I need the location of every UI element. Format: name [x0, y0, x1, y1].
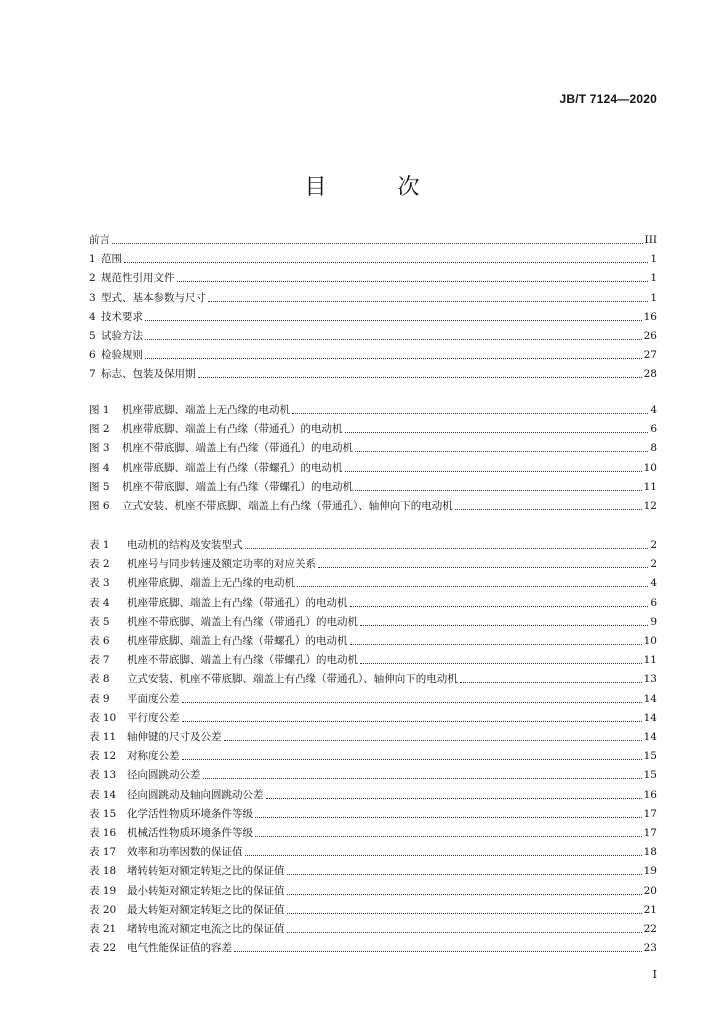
entry-title: 机座带底脚、端盖上有凸缘（带通孔）的电动机	[122, 423, 343, 436]
entry-title: 机座带底脚、端盖上无凸缘的电动机	[122, 404, 290, 416]
entry-title: 对称度公差	[127, 750, 180, 763]
entry-number: 图 4	[89, 461, 110, 474]
entry-number: 表 9	[89, 692, 110, 705]
toc-figure-entry[interactable]	[89, 460, 657, 476]
toc-table-entry[interactable]	[89, 652, 657, 668]
toc-table-entry[interactable]	[89, 748, 657, 764]
entry-number: 表 10	[89, 711, 117, 724]
toc-table-entry[interactable]	[89, 825, 657, 841]
entry-page: 4	[650, 404, 657, 416]
dot-leader	[287, 893, 642, 895]
dot-leader	[245, 854, 642, 856]
entry-number: 图 2	[89, 423, 110, 436]
dot-leader	[287, 873, 642, 875]
entry-page: 1	[650, 291, 657, 304]
entry-title: 机座带底脚、端盖上无凸缘的电动机	[127, 577, 295, 590]
entry-page: 26	[643, 330, 657, 342]
entry-title: 机座不带底脚、端盖上有凸缘（带通孔）的电动机	[127, 615, 358, 628]
dot-leader	[297, 585, 648, 587]
entry-title: 机座不带底脚、端盖上有凸缘（带螺孔）的电动机	[122, 480, 353, 493]
toc-table-entry[interactable]	[89, 883, 657, 899]
toc-figure-entry[interactable]	[89, 479, 657, 495]
entry-title: 标志、包装及保用期	[101, 368, 196, 381]
entry-number: 7	[89, 368, 96, 381]
dot-leader	[350, 605, 649, 607]
toc-chapter-entry[interactable]	[89, 290, 657, 306]
dot-leader	[208, 300, 648, 302]
entry-page: 27	[643, 349, 657, 362]
dot-leader	[124, 261, 648, 263]
toc-table-entry[interactable]	[89, 863, 657, 879]
dot-leader	[255, 816, 642, 818]
page-number: I	[652, 968, 657, 981]
entry-number: 图 5	[89, 480, 110, 493]
dot-leader	[318, 566, 648, 568]
entry-title: 前言	[89, 234, 110, 246]
entry-page: 20	[643, 884, 657, 897]
entry-number: 图 3	[89, 442, 110, 455]
entry-number: 图 6	[89, 500, 110, 512]
entry-title: 最小转矩对额定转矩之比的保证值	[127, 884, 285, 897]
entry-title: 检验规则	[101, 349, 143, 362]
entry-number: 表 7	[89, 654, 110, 667]
entry-page: 8	[650, 442, 657, 455]
toc-table-entry[interactable]	[89, 633, 657, 649]
entry-number: 表 21	[89, 923, 117, 935]
entry-page: 1	[650, 253, 657, 266]
entry-title: 效率和功率因数的保证值	[127, 846, 243, 859]
entry-number: 1	[89, 253, 96, 266]
dot-leader	[455, 508, 642, 510]
entry-page: 19	[643, 865, 657, 878]
dot-leader	[145, 338, 642, 340]
entry-number: 5	[89, 330, 96, 342]
toc-chapter-entry[interactable]	[89, 309, 657, 325]
toc-table-entry[interactable]	[89, 595, 657, 611]
entry-page: 1	[650, 272, 657, 285]
toc-chapter-entry[interactable]	[89, 328, 657, 344]
entry-title: 范围	[101, 253, 122, 266]
entry-number: 表 16	[89, 827, 117, 839]
entry-page: 18	[643, 846, 657, 859]
toc-chapter-entry[interactable]	[89, 251, 657, 267]
entry-title: 机座带底脚、端盖上有凸缘（带螺孔）的电动机	[127, 635, 348, 647]
entry-number: 表 20	[89, 903, 117, 916]
entry-number: 表 15	[89, 807, 117, 820]
toc-table-entry[interactable]	[89, 671, 657, 687]
entry-number: 3	[89, 291, 96, 304]
entry-title: 机座不带底脚、端盖上有凸缘（带螺孔）的电动机	[127, 654, 358, 667]
toc-table-entry[interactable]	[89, 729, 657, 745]
dot-leader	[224, 739, 642, 741]
toc-figure-entry[interactable]	[89, 498, 657, 514]
entry-number: 表 12	[89, 750, 117, 763]
entry-title: 机械活性物质环境条件等级	[127, 827, 253, 839]
toc-table-entry[interactable]	[89, 767, 657, 783]
entry-title: 电气性能保证值的容差	[127, 942, 232, 955]
dot-leader	[266, 797, 642, 799]
toc-table-entry[interactable]	[89, 844, 657, 860]
entry-page: 12	[643, 500, 657, 512]
toc-table-entry[interactable]	[89, 575, 657, 591]
entry-page: 14	[643, 692, 657, 705]
dot-leader	[182, 758, 642, 760]
entry-title: 立式安装、机座不带底脚、端盖上有凸缘（带通孔）、轴伸向下的电动机	[127, 673, 458, 686]
entry-page: 28	[643, 368, 657, 381]
dot-leader	[145, 319, 642, 321]
toc-table-entry[interactable]	[89, 710, 657, 726]
entry-page: 22	[643, 923, 657, 935]
toc-table-entry[interactable]	[89, 556, 657, 572]
entry-page: 17	[643, 827, 657, 839]
entry-page: 15	[643, 769, 657, 782]
entry-number: 表 17	[89, 846, 117, 859]
dot-leader	[234, 950, 642, 952]
entry-number: 表 14	[89, 788, 117, 801]
dot-leader	[182, 720, 642, 722]
entry-number: 表 22	[89, 942, 117, 955]
entry-page: 6	[650, 596, 657, 609]
entry-page: 21	[643, 903, 657, 916]
dot-leader	[177, 280, 649, 282]
entry-page: 17	[643, 807, 657, 820]
entry-page: 10	[643, 461, 657, 474]
entry-title: 电动机的结构及安装型式	[127, 539, 243, 551]
entry-page: 13	[643, 673, 657, 686]
entry-page: 11	[643, 480, 657, 493]
toc-figure-entry[interactable]	[89, 421, 657, 437]
entry-title: 化学活性物质环境条件等级	[127, 807, 253, 820]
dot-leader	[112, 242, 643, 244]
entry-title: 机座不带底脚、端盖上有凸缘（带通孔）的电动机	[122, 442, 353, 455]
dot-leader	[287, 912, 642, 914]
toc-table-entry[interactable]	[89, 691, 657, 707]
toc-chapter-entry[interactable]	[89, 366, 657, 382]
entry-number: 表 2	[89, 558, 110, 571]
toc-figure-entry[interactable]	[89, 402, 657, 418]
entry-title: 堵转转矩对额定转矩之比的保证值	[127, 865, 285, 878]
entry-title: 径向圆跳动及轴向圆跳动公差	[127, 788, 264, 801]
entry-title: 平面度公差	[127, 692, 180, 705]
entry-title: 立式安装、机座不带底脚、端盖上有凸缘（带通孔）、轴伸向下的电动机	[122, 500, 453, 512]
dot-leader	[292, 412, 648, 414]
entry-title: 机座带底脚、端盖上有凸缘（带通孔）的电动机	[127, 596, 348, 609]
dot-leader	[350, 643, 642, 645]
entry-page: 10	[643, 635, 657, 647]
toc-table-entry[interactable]	[89, 537, 657, 553]
dot-leader	[203, 777, 642, 779]
entry-number: 表 1	[89, 539, 110, 551]
entry-title: 机座带底脚、端盖上有凸缘（带螺孔）的电动机	[122, 461, 343, 474]
entry-number: 表 11	[89, 731, 117, 743]
entry-number: 表 4	[89, 596, 110, 609]
entry-title: 规范性引用文件	[101, 272, 175, 285]
toc-table-entry[interactable]	[89, 921, 657, 937]
dot-leader	[360, 662, 642, 664]
toc-figure-entry[interactable]	[89, 440, 657, 456]
entry-number: 表 13	[89, 769, 117, 782]
entry-number: 图 1	[89, 404, 110, 416]
dot-leader	[182, 701, 642, 703]
dot-leader	[345, 431, 649, 433]
toc-table-entry[interactable]	[89, 806, 657, 822]
toc-table-entry[interactable]	[89, 940, 657, 956]
entry-number: 表 5	[89, 615, 110, 628]
entry-page: 15	[643, 750, 657, 763]
entry-title: 试验方法	[101, 330, 143, 342]
entry-title: 机座号与同步转速及额定功率的对应关系	[127, 558, 316, 571]
entry-page: 6	[650, 423, 657, 436]
dot-leader	[355, 450, 648, 452]
entry-page: 14	[643, 731, 657, 743]
entry-title: 轴伸键的尺寸及公差	[127, 731, 222, 743]
entry-page: III	[644, 234, 657, 246]
dot-leader	[145, 357, 642, 359]
entry-number: 2	[89, 272, 96, 285]
dot-leader	[355, 489, 642, 491]
entry-page: 4	[650, 577, 657, 590]
entry-number: 表 19	[89, 884, 117, 897]
entry-number: 表 18	[89, 865, 117, 878]
toc-chapter-entry[interactable]	[89, 347, 657, 363]
entry-title: 堵转电流对额定电流之比的保证值	[127, 923, 285, 935]
entry-number: 表 6	[89, 635, 110, 647]
entry-page: 16	[643, 788, 657, 801]
dot-leader	[287, 931, 642, 933]
entry-page: 16	[643, 310, 657, 323]
dot-leader	[198, 376, 642, 378]
dot-leader	[345, 470, 642, 472]
entry-title: 径向圆跳动公差	[127, 769, 201, 782]
toc-table-entry[interactable]	[89, 902, 657, 918]
entry-number: 4	[89, 310, 96, 323]
standard-code: JB/T 7124—2020	[559, 92, 657, 106]
dot-leader	[255, 835, 642, 837]
entry-page: 23	[643, 942, 657, 955]
entry-number: 表 8	[89, 673, 110, 686]
entry-title: 平行度公差	[127, 711, 180, 724]
dot-leader	[360, 624, 648, 626]
entry-page: 2	[650, 558, 657, 571]
toc-table-entry[interactable]	[89, 787, 657, 803]
entry-title: 型式、基本参数与尺寸	[101, 291, 206, 304]
entry-page: 9	[650, 615, 657, 628]
entry-number: 6	[89, 349, 96, 362]
dot-leader	[460, 681, 642, 683]
entry-number: 表 3	[89, 577, 110, 590]
page-title: 目 次	[304, 175, 452, 200]
entry-title: 最大转矩对额定转矩之比的保证值	[127, 903, 285, 916]
toc-table-entry[interactable]	[89, 614, 657, 630]
entry-page: 11	[643, 654, 657, 667]
dot-leader	[245, 547, 649, 549]
entry-page: 14	[643, 711, 657, 724]
toc-chapter-entry[interactable]	[89, 232, 657, 248]
toc-chapter-entry[interactable]	[89, 270, 657, 286]
entry-page: 2	[650, 539, 657, 551]
entry-title: 技术要求	[101, 310, 143, 323]
